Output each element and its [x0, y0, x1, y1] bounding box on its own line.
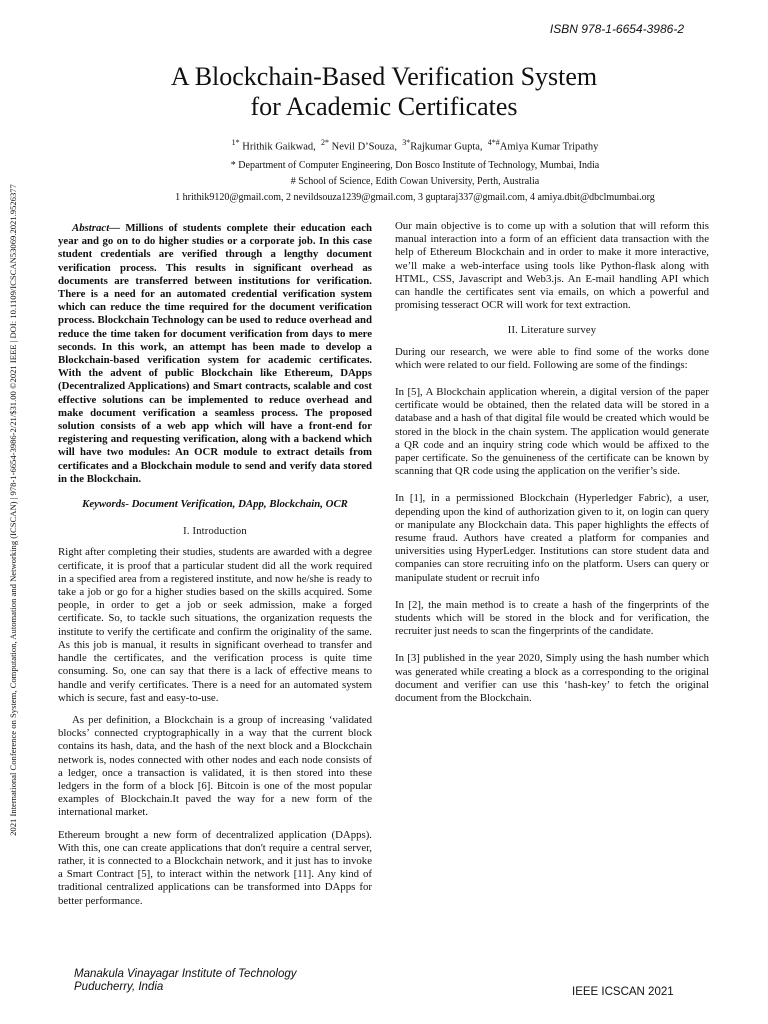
author-list	[120, 138, 710, 153]
abstract-lead: Abstract—	[72, 222, 120, 234]
footer-institute-location: Puducherry, India	[74, 981, 164, 993]
footer-institute	[74, 968, 296, 994]
lit-paragraph-2: In [5], A Blockchain application wherein, a digital version of the paper certificate would be obtained, then the related data will be stored in a database and a hash of that digital file would be created which would be stored in the block in the chain system. The application would generate a QR code and an inquiry string code which would be affixed to the paper certificate. So the genuineness of the certificate can be known by scanning that QR code using the application on the verifier’s side.	[395, 386, 709, 478]
lit-paragraph-5: In [3] published in the year 2020, Simply using the hash number which was generated while creating a block as a corresponding to the original document and verifier can use this ‘hash-key’ to fetch the original document from the Blockchain.	[395, 652, 709, 705]
author-2-mark: 2*	[321, 138, 329, 147]
author-4-mark: 4*#	[487, 138, 500, 147]
author-1: Hrithik Gaikwad,	[242, 141, 316, 153]
paper-title-line-2: for Academic Certificates	[250, 92, 518, 121]
author-1-mark: 1*	[231, 138, 240, 147]
paper-title-line-1: A Blockchain-Based Verification System	[170, 62, 598, 91]
abstract-text: Millions of students complete their education each year and go on to do higher studies or a corporate job. In this case student credentials are verified through a lengthy document verification process. This results in significant overhead as documents are transferred between institutions for verification. There is a need for an automated credential verification system which can reduce the time required for the document verification process. Blockchain Technology can be used to reduce overhead and reduce the time taken for document verification from days to mere seconds. In this work, an attempt has been made to develop a Blockchain-based verification system for academic certificates. With the advent of public Blockchain like Ethereum, DApps (Decentralized Applications) and Smart contracts, scalable and cost effective solutions can be implemented to reduce overhead and make document verification a seamless process. The proposed solution consists of a web app which will have a front-end for registering and requesting verification, along with a backend which will have two modules: An OCR module to extract details from certificates and a Blockchain module to send and verify data stored in the Blockchain.	[58, 222, 372, 485]
author-4: Amiya Kumar Tripathy	[499, 141, 599, 153]
right-column	[395, 220, 709, 714]
intro-paragraph-3: Ethereum brought a new form of decentralized application (DApps). With this, one can create applications that don't require a central server, rather, it is connected to a Blockchain network, and it just has to invoke a Smart Contract [5], to interact within the network [11]. Any kind of traditional centralized applications can be transformed into DApps for better performance.	[58, 828, 372, 907]
intro-paragraph-2: As per definition, a Blockchain is a group of increasing ‘validated blocks’ connected cryptographically in a way that the current block contains its hash, data, and the hash of the next block and a Blockchain network is, nodes connected with other nodes and each node consists of a ledger, once a transaction is validated, it is then stored into these ledgers in the form of a block [6]. Bitcoin is one of the most popular examples of Blockchain.It paved the way for a new form of the international market.	[58, 713, 372, 819]
isbn-label: ISBN 978-1-6654-3986-2	[549, 22, 684, 36]
keywords: Keywords- Document Verification, DApp, Blockchain, OCR	[82, 498, 348, 511]
doi-sidebar: 2021 International Conference on System, Computation, Automation and Networking (ICSCAN) | 978-1-6654-3986-2/21/$31.00 ©2021 IEEE | DOI: 10.1109/ICSCAN53069.2021.9526377	[8, 184, 18, 836]
section-heading-literature-survey: II. Literature survey	[507, 325, 597, 337]
section-heading-introduction: I. Introduction	[183, 526, 247, 538]
footer-conference: IEEE ICSCAN 2021	[572, 986, 674, 998]
author-3: Rajkumar Gupta,	[410, 141, 483, 153]
author-emails: 1 hrithik9120@gmail.com, 2 nevildsouza1239@gmail.com, 3 guptaraj337@gmail.com, 4 amiya.dbit@dbclmumbai.org	[175, 192, 655, 203]
author-2: Nevil D’Souza,	[331, 141, 397, 153]
footer-institute-name: Manakula Vinayagar Institute of Technology	[74, 968, 297, 980]
intro-paragraph-1: Right after completing their studies, students are awarded with a degree certificate, it is proof that a particular student did all the work required in a specified area from a registered institute, and now he/she is ready to take a job or go for a higher studies based on the skills acquired. Some people, in order to get a job or seek admission, make a forged certificate. So, to tackle such situations, the organization requests the institute to verify the certificate and confirm the originality of the same. As this job is manual, it results in significant overhead to transfer and handle the certificates, and the verification process is quite time consuming. So, one can say that there is a lack of effective means to handle and verify certificates. There is a need for an automated system which is secure, fast and easy-to-use.	[58, 546, 372, 704]
lit-paragraph-4: In [2], the main method is to create a hash of the fingerprints of the students which will be stored in the block and for verification, the recruiter just needs to scan the fingerprints of the candidate.	[395, 598, 709, 638]
affiliation-school: # School of Science, Edith Cowan University, Perth, Australia	[290, 176, 540, 187]
left-column	[58, 222, 372, 907]
author-3-mark: 3*	[402, 138, 411, 147]
intro-paragraph-4: Our main objective is to come up with a solution that will reform this manual interaction into a form of an efficient data transaction with the help of Ethereum Blockchain and in order to make it more interactive, we’ll make a web-interface using tools like Python-flask along with HTML, CSS, Javascript and Web3.js. An E-mail handling API which can handle the certificates sent via emails, on which a powerful and promising tesseract OCR will work for text extraction.	[395, 220, 709, 312]
affiliation-department: * Department of Computer Engineering, Don Bosco Institute of Technology, Mumbai, India	[230, 160, 600, 171]
abstract	[58, 222, 372, 486]
lit-paragraph-3: In [1], in a permissioned Blockchain (Hyperledger Fabric), a user, depending upon the kind of authorization given to it, on login can query or manipulate any Blockchain data. This paper highlights the effects of resume fraud. Authors have created a platform for companies and universities using HyperLedger. Institutions can store student data and companies can store recruiting info on the platform. Users can query or manipulate student or recruit info	[395, 492, 709, 584]
paper-title	[0, 62, 768, 122]
lit-paragraph-1: During our research, we were able to find some of the works done which were related to our field. Following are some of the findings:	[395, 345, 709, 371]
